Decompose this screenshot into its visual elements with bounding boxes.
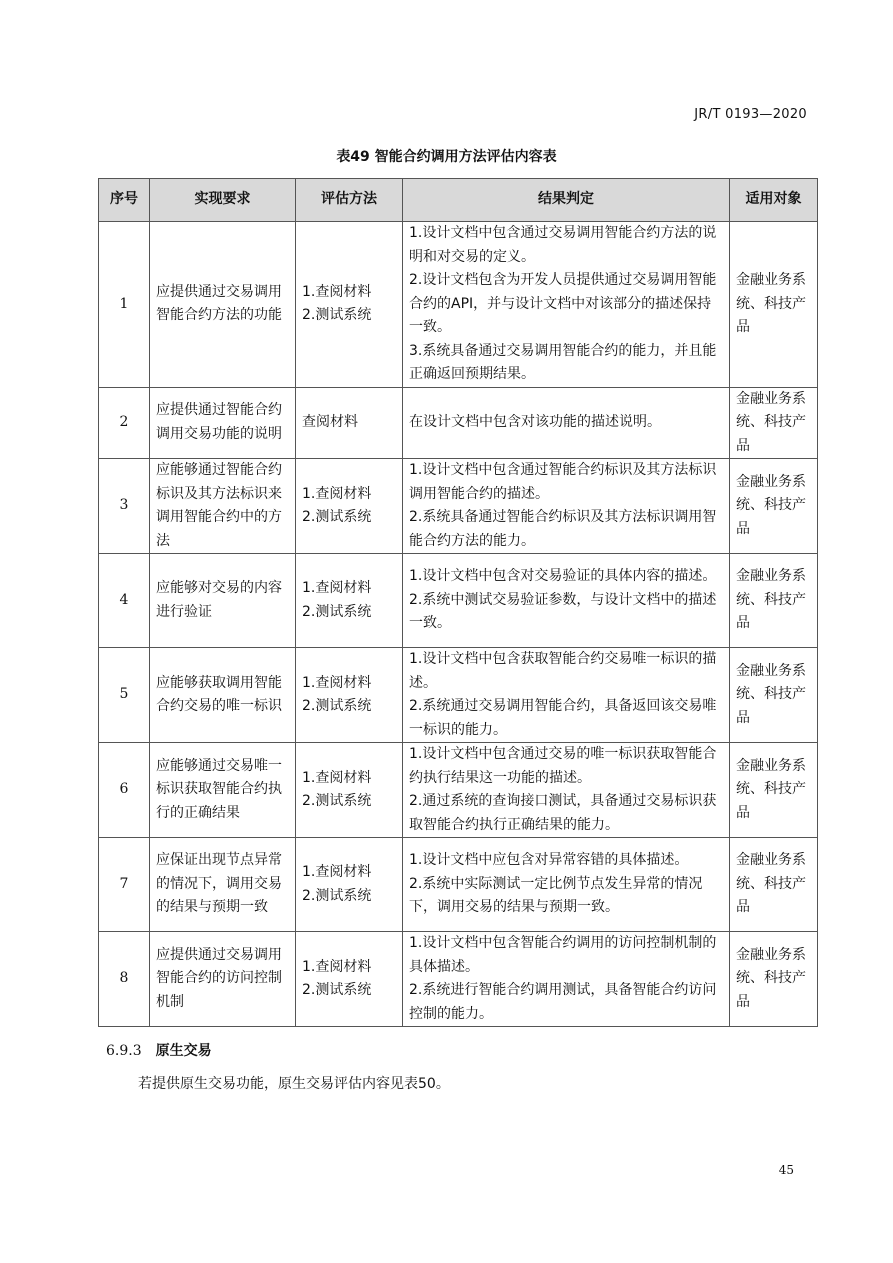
result-line: 2.系统进行智能合约调用测试，具备智能合约访问控制的能力。: [409, 982, 717, 1022]
page-number: 45: [778, 1163, 794, 1177]
table-row: [99, 838, 818, 932]
standard-id: JR/T 0193—2020: [694, 107, 807, 122]
body-paragraph: 若提供原生交易功能，原生交易评估内容见表50。: [138, 1076, 450, 1092]
cell-target: 金融业务系统、科技产品: [730, 932, 818, 1027]
column-header-method: 评估方法: [296, 179, 403, 222]
table-caption: 表49 智能合约调用方法评估内容表: [336, 149, 557, 165]
cell-no: 8: [99, 932, 150, 1027]
section-number: 6.9.3: [106, 1043, 142, 1059]
cell-no: 5: [99, 648, 150, 743]
cell-result: [403, 554, 730, 648]
cell-no: 7: [99, 838, 150, 932]
method-line: 2.测试系统: [302, 982, 372, 998]
cell-method: [296, 387, 403, 459]
section-heading: [106, 1040, 212, 1060]
result-line: 2.系统通过交易调用智能合约，具备返回该交易唯一标识的能力。: [409, 698, 717, 738]
method-line: 2.测试系统: [302, 793, 372, 809]
method-line: 2.测试系统: [302, 509, 372, 525]
cell-result: [403, 648, 730, 743]
cell-no: 1: [99, 222, 150, 388]
table-row: [99, 932, 818, 1027]
cell-method: [296, 648, 403, 743]
table-row: [99, 648, 818, 743]
column-header-no: 序号: [99, 179, 150, 222]
result-line: 1.设计文档中包含对交易验证的具体内容的描述。: [409, 568, 717, 585]
cell-result: [403, 743, 730, 838]
cell-result: [403, 387, 730, 459]
table-row: [99, 222, 818, 388]
column-header-target: 适用对象: [730, 179, 818, 222]
method-line: 2.测试系统: [302, 603, 372, 620]
result-line: 1.设计文档中应包含对异常容错的具体描述。: [409, 852, 689, 869]
cell-result: [403, 222, 730, 388]
cell-requirement: 应提供通过交易调用智能合约的访问控制机制: [150, 932, 296, 1027]
cell-requirement: 应能够通过交易唯一标识获取智能合约执行的正确结果: [150, 743, 296, 838]
method-line: 2.测试系统: [302, 698, 372, 714]
cell-method: [296, 222, 403, 388]
cell-requirement: 应提供通过交易调用智能合约方法的功能: [150, 222, 296, 388]
cell-method: [296, 554, 403, 648]
cell-method: [296, 459, 403, 554]
table-row: [99, 459, 818, 554]
cell-result: [403, 838, 730, 932]
result-line: 1.设计文档中包含通过交易的唯一标识获取智能合约执行结果这一功能的描述。: [409, 746, 717, 786]
cell-target: 金融业务系统、科技产品: [730, 459, 818, 554]
cell-result: [403, 459, 730, 554]
result-line: 2.系统具备通过智能合约标识及其方法标识调用智能合约方法的能力。: [409, 509, 717, 549]
cell-no: 4: [99, 554, 150, 648]
method-line: 1.查阅材料: [302, 864, 372, 880]
result-line: 在设计文档中包含对该功能的描述说明。: [409, 414, 661, 430]
section-title: 原生交易: [155, 1043, 212, 1059]
method-line: 1.查阅材料: [302, 769, 372, 786]
result-line: 3.系统具备通过交易调用智能合约的能力，并且能正确返回预期结果。: [409, 342, 717, 382]
result-line: 2.系统中测试交易验证参数，与设计文档中的描述一致。: [409, 591, 717, 632]
column-header-requirement: 实现要求: [150, 179, 296, 222]
cell-target: 金融业务系统、科技产品: [730, 743, 818, 838]
result-line: 1.设计文档中包含通过智能合约标识及其方法标识调用智能合约的描述。: [409, 462, 717, 502]
cell-result: [403, 932, 730, 1027]
method-line: 1.查阅材料: [302, 580, 372, 596]
result-line: 1.设计文档中包含通过交易调用智能合约方法的说明和对交易的定义。: [409, 225, 717, 265]
result-line: 2.系统中实际测试一定比例节点发生异常的情况下，调用交易的结果与预期一致。: [409, 875, 703, 916]
cell-method: [296, 743, 403, 838]
result-line: 1.设计文档中包含获取智能合约交易唯一标识的描述。: [409, 651, 717, 691]
cell-target: 金融业务系统、科技产品: [730, 648, 818, 743]
column-header-result: 结果判定: [403, 179, 730, 222]
cell-no: 3: [99, 459, 150, 554]
method-line: 2.测试系统: [302, 307, 372, 324]
method-line: 1.查阅材料: [302, 674, 372, 691]
cell-requirement: 应提供通过智能合约调用交易功能的说明: [150, 387, 296, 459]
cell-target: 金融业务系统、科技产品: [730, 222, 818, 388]
cell-no: 2: [99, 387, 150, 459]
cell-target: 金融业务系统、科技产品: [730, 838, 818, 932]
cell-target: 金融业务系统、科技产品: [730, 387, 818, 459]
cell-no: 6: [99, 743, 150, 838]
cell-requirement: 应能够通过智能合约标识及其方法标识来调用智能合约中的方法: [150, 459, 296, 554]
method-line: 1.查阅材料: [302, 485, 372, 502]
method-line: 2.测试系统: [302, 887, 372, 904]
table-row: [99, 554, 818, 648]
result-line: 2.设计文档包含为开发人员提供通过交易调用智能合约的API，并与设计文档中对该部分的描述保持一致。: [409, 272, 717, 335]
evaluation-table: [98, 178, 818, 1027]
cell-method: [296, 838, 403, 932]
method-line: 1.查阅材料: [302, 283, 372, 300]
result-line: 1.设计文档中包含智能合约调用的访问控制机制的具体描述。: [409, 935, 717, 975]
cell-target: 金融业务系统、科技产品: [730, 554, 818, 648]
method-line: 查阅材料: [302, 414, 358, 430]
cell-requirement: 应能够获取调用智能合约交易的唯一标识: [150, 648, 296, 743]
table-row: [99, 743, 818, 838]
cell-requirement: 应能够对交易的内容进行验证: [150, 554, 296, 648]
cell-method: [296, 932, 403, 1027]
result-line: 2.通过系统的查询接口测试，具备通过交易标识获取智能合约执行正确结果的能力。: [409, 793, 717, 833]
method-line: 1.查阅材料: [302, 958, 372, 975]
table-header-row: [99, 179, 818, 222]
table-row: [99, 387, 818, 459]
cell-requirement: 应保证出现节点异常的情况下，调用交易的结果与预期一致: [150, 838, 296, 932]
